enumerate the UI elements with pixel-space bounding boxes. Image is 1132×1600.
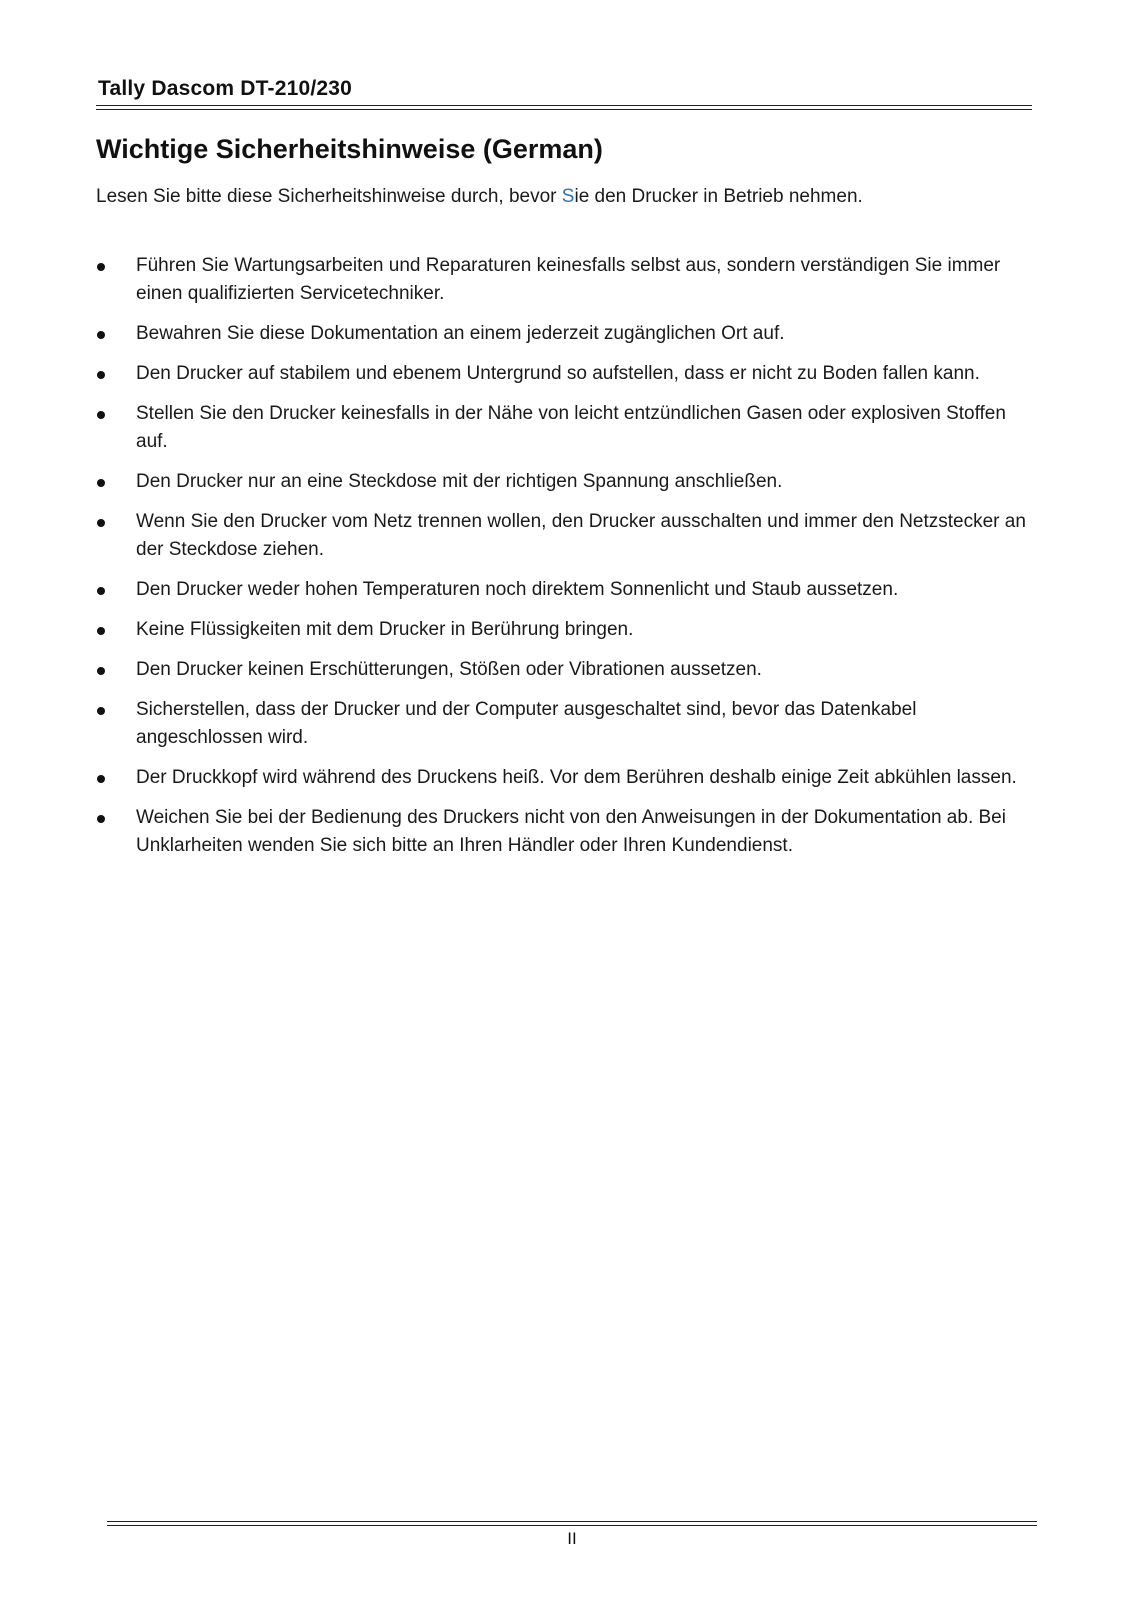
safety-list-item-text: Wenn Sie den Drucker vom Netz trennen wollen, den Drucker ausschalten und immer den Netzstecker an der Steckdose ziehen.	[136, 511, 1026, 560]
safety-list-item-text: Bewahren Sie diese Dokumentation an einem jederzeit zugänglichen Ort auf.	[136, 323, 785, 344]
intro-text-after: ie den Drucker in Betrieb nehmen.	[574, 186, 863, 207]
safety-list-item-text: Den Drucker auf stabilem und ebenem Untergrund so aufstellen, dass er nicht zu Boden fallen kann.	[136, 363, 980, 384]
safety-list-item	[96, 656, 1036, 684]
safety-list-item-text: Keine Flüssigkeiten mit dem Drucker in Berührung bringen.	[136, 619, 634, 640]
bullet-icon	[97, 263, 105, 271]
safety-list-item-text: Der Druckkopf wird während des Druckens heiß. Vor dem Berühren deshalb einige Zeit abkühlen lassen.	[136, 767, 1017, 788]
intro-text-highlight: S	[561, 186, 575, 207]
bullet-icon	[97, 519, 105, 527]
safety-list-item	[96, 576, 1036, 604]
bullet-icon	[97, 775, 105, 783]
safety-list-item	[96, 508, 1036, 564]
page-header	[96, 76, 1032, 110]
safety-list-item	[96, 360, 1036, 388]
safety-list-item	[96, 804, 1036, 860]
safety-list-item	[96, 468, 1036, 496]
safety-list-item-text: Den Drucker keinen Erschütterungen, Stößen oder Vibrationen aussetzen.	[136, 659, 762, 680]
intro-paragraph	[96, 186, 863, 208]
safety-list-item-text: Den Drucker weder hohen Temperaturen noch direktem Sonnenlicht und Staub aussetzen.	[136, 579, 899, 600]
safety-list-item	[96, 616, 1036, 644]
safety-list-item	[96, 252, 1036, 308]
bullet-icon	[97, 371, 105, 379]
section-heading: Wichtige Sicherheitshinweise (German)	[96, 134, 603, 164]
intro-text-before: Lesen Sie bitte diese Sicherheitshinweise durch, bevor	[96, 186, 562, 207]
bullet-icon	[97, 667, 105, 675]
safety-list-item-text: Führen Sie Wartungsarbeiten und Reparaturen keinesfalls selbst aus, sondern verständigen Sie immer einen qualifizierten Servicetechniker.	[136, 255, 1001, 304]
safety-list-item-text: Weichen Sie bei der Bedienung des Druckers nicht von den Anweisungen in der Dokumentation ab. Bei Unklarheiten wenden Sie sich bitte an Ihren Händler oder Ihren Kundendienst.	[136, 807, 1006, 856]
bullet-icon	[97, 815, 105, 823]
safety-list-item	[96, 696, 1036, 752]
bullet-icon	[97, 331, 105, 339]
safety-list-item-text: Stellen Sie den Drucker keinesfalls in der Nähe von leicht entzündlichen Gasen oder explosiven Stoffen auf.	[136, 403, 1006, 452]
page-number: II	[567, 1529, 577, 1548]
safety-list-item	[96, 764, 1036, 792]
header-rule	[96, 105, 1032, 110]
footer-rule	[107, 1521, 1037, 1526]
safety-list	[96, 252, 1036, 872]
safety-list-item	[96, 320, 1036, 348]
safety-list-item-text: Den Drucker nur an eine Steckdose mit der richtigen Spannung anschließen.	[136, 471, 783, 492]
bullet-icon	[97, 479, 105, 487]
page-footer	[107, 1518, 1037, 1549]
safety-list-item	[96, 400, 1036, 456]
header-title: Tally Dascom DT-210/230	[98, 77, 353, 100]
bullet-icon	[97, 707, 105, 715]
bullet-icon	[97, 587, 105, 595]
bullet-icon	[97, 411, 105, 419]
safety-list-item-text: Sicherstellen, dass der Drucker und der Computer ausgeschaltet sind, bevor das Datenkabel angeschlossen wird.	[136, 699, 917, 748]
bullet-icon	[97, 627, 105, 635]
